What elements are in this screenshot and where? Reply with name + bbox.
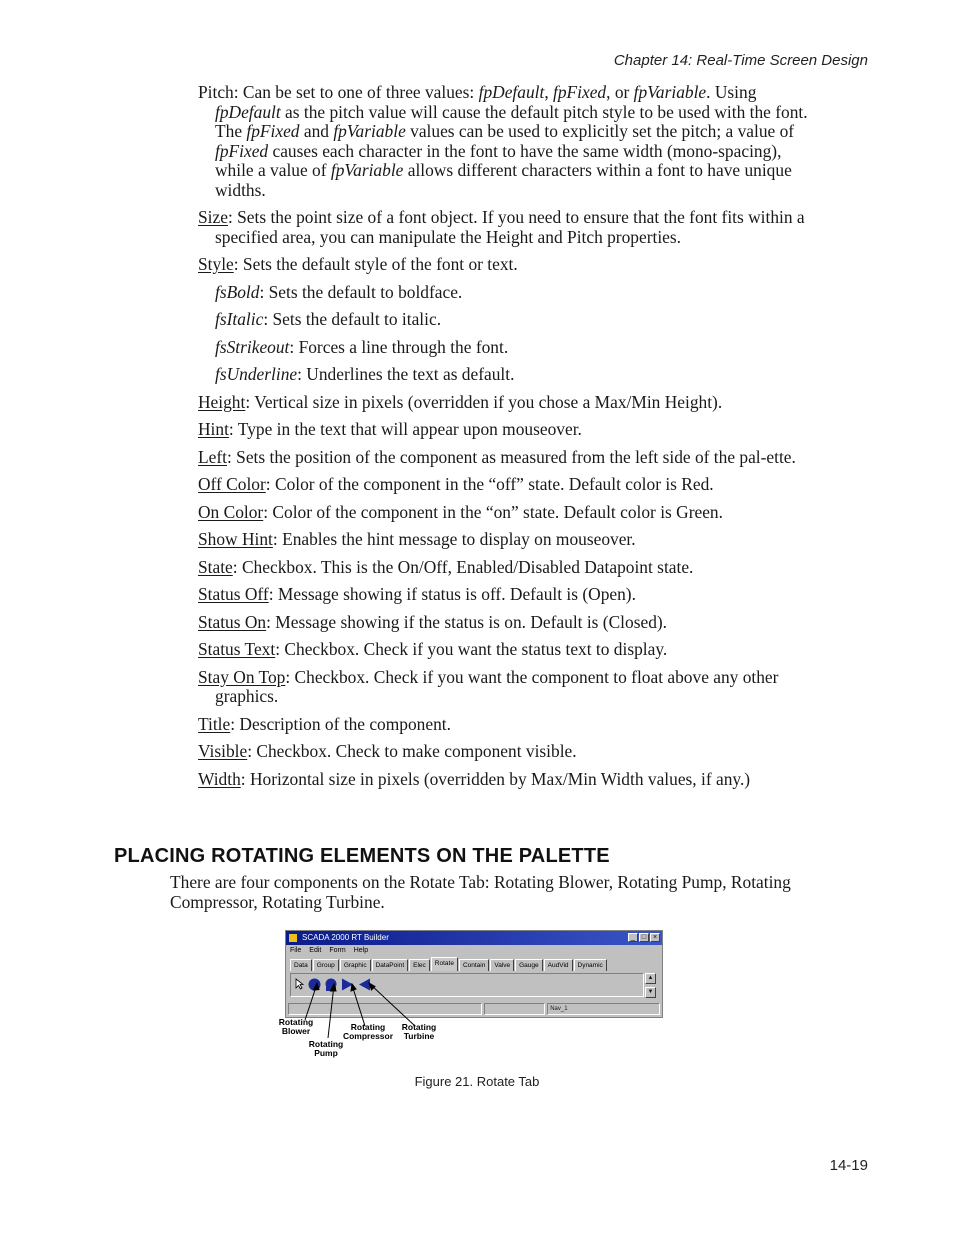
definition-term: Off Color	[198, 474, 266, 494]
definition-text: Pitch: Can be set to one of three values:	[198, 82, 479, 102]
definition-item	[198, 715, 813, 735]
definition-text: : Vertical size in pixels (overridden if you chose a Max/Min Height).	[245, 391, 723, 412]
definition-text: and	[299, 121, 334, 141]
tab-rotate[interactable]: Rotate	[431, 957, 458, 971]
definition-text: : Checkbox. Check if you want the component to float above any other graphics.	[215, 666, 779, 706]
definition-value-name: fpVariable	[633, 82, 707, 102]
definition-text: : Sets the position of the component as measured from the left side of the pal-ette.	[226, 446, 796, 467]
definition-item	[198, 640, 813, 660]
scroll-up-icon[interactable]: ▲	[645, 973, 656, 984]
definition-text: : Message showing if status is off. Default is (Open).	[268, 584, 636, 604]
definition-text: : Type in the text that will appear upon mouseover.	[228, 419, 582, 439]
definition-value-name: fpVariable	[330, 160, 404, 180]
section-title: PLACING ROTATING ELEMENTS ON THE PALETTE	[114, 845, 610, 867]
definition-value-name: fpDefault	[215, 101, 281, 122]
property-definitions	[198, 83, 813, 797]
definition-text: : Sets the point size of a font object. If you need to ensure that the font fits within a specified area, you can manipulate the Height and Pitch properties.	[215, 207, 805, 247]
definition-term: Show Hint	[198, 529, 273, 549]
definition-term: State	[198, 556, 233, 577]
definition-item	[198, 420, 813, 440]
definition-term: Hint	[198, 419, 229, 439]
definition-text: : Checkbox. This is the On/Off, Enabled/Disabled Datapoint state.	[232, 556, 694, 577]
definition-item	[198, 475, 813, 495]
maximize-icon[interactable]: □	[639, 933, 649, 942]
definition-term: Stay On Top	[198, 666, 286, 687]
definition-value-name: fpFixed	[553, 82, 607, 102]
definition-text: as the pitch value will cause the default pitch style to be used with the font. The	[215, 101, 808, 141]
definition-value-name: fsUnderline	[215, 364, 298, 384]
definition-item	[198, 558, 813, 578]
tab-gauge[interactable]: Gauge	[515, 959, 543, 971]
callout-turbine: Rotating Turbine	[401, 1022, 437, 1041]
definition-item	[198, 585, 813, 605]
tab-graphic[interactable]: Graphic	[340, 959, 371, 971]
definition-item	[198, 393, 813, 413]
definition-text: : Checkbox. Check to make component visible.	[247, 741, 577, 761]
definition-term: Status On	[198, 611, 267, 632]
definition-value-name: fsItalic	[215, 309, 264, 329]
menu-item[interactable]: Help	[353, 947, 369, 954]
scroll-down-icon[interactable]: ▼	[645, 987, 656, 998]
definition-item	[198, 338, 813, 358]
definition-term: Height	[198, 391, 246, 412]
definition-value-name: fpFixed	[215, 140, 269, 161]
definition-text: : Enables the hint message to display on mouseover.	[272, 529, 636, 549]
definition-text: : Checkbox. Check if you want the status text to display.	[275, 639, 668, 659]
definition-text: , or	[606, 82, 634, 102]
definition-item	[198, 742, 813, 762]
definition-term: On Color	[198, 501, 264, 522]
definition-term: Status Text	[198, 639, 276, 659]
definition-item	[198, 613, 813, 633]
menu-item[interactable]: Form	[329, 947, 346, 954]
chapter-header: Chapter 14: Real-Time Screen Design	[613, 52, 868, 69]
definition-text: : Color of the component in the “on” state. Default color is Green.	[263, 501, 723, 522]
definition-term: Width	[198, 768, 241, 789]
menu-item[interactable]: File	[290, 947, 302, 954]
callout-blower: Rotating Blower	[278, 1017, 314, 1036]
definition-item	[198, 448, 813, 468]
tab-dynamic[interactable]: Dynamic	[574, 959, 607, 971]
definition-text: values can be used to explicitly set the pitch; a value of	[405, 121, 795, 141]
rotate-tab-figure	[275, 928, 665, 1063]
callout-compressor: Rotating Compressor	[342, 1022, 394, 1041]
definition-item	[198, 530, 813, 550]
definition-item	[198, 668, 813, 707]
definition-text: ,	[544, 82, 554, 102]
definition-value-name: fpFixed	[246, 121, 300, 141]
definition-value-name: fsBold	[215, 281, 260, 302]
tab-contain[interactable]: Contain	[459, 959, 489, 971]
definition-text: causes each character in the font to have the same width (mono-spacing), while a value of	[215, 140, 782, 180]
definition-value-name: fpVariable	[333, 121, 406, 141]
definition-text: : Message showing if the status is on. Default is (Closed).	[266, 611, 668, 632]
tab-audvid[interactable]: AudVid	[544, 959, 573, 971]
definition-text: : Sets the default style of the font or text.	[233, 254, 518, 274]
definition-text: : Sets the default to italic.	[263, 309, 442, 329]
definition-text: : Horizontal size in pixels (overridden by Max/Min Width values, if any.)	[240, 768, 751, 789]
status-pane-3: Nav_1	[547, 1003, 660, 1015]
definition-item	[198, 770, 813, 790]
menu-item[interactable]: Edit	[309, 947, 322, 954]
tab-valve[interactable]: Valve	[490, 959, 514, 971]
definition-item	[198, 83, 813, 200]
definition-text: : Forces a line through the font.	[289, 336, 509, 357]
callout-pump: Rotating Pump	[308, 1039, 344, 1058]
definition-text: : Underlines the text as default.	[297, 364, 515, 384]
definition-term: Status Off	[198, 584, 269, 604]
definition-item	[198, 503, 813, 523]
window-title: SCADA 2000 RT Builder	[302, 933, 389, 942]
definition-item	[198, 310, 813, 330]
tab-group[interactable]: Group	[313, 959, 339, 971]
page-number: 14-19	[829, 1157, 868, 1174]
definition-term: Visible	[198, 741, 248, 761]
definition-text: : Description of the component.	[230, 713, 451, 734]
definition-term: Left	[198, 446, 227, 467]
definition-text: . Using	[706, 82, 757, 102]
definition-item	[198, 208, 813, 247]
definition-text: allows different characters within a font to have unique widths.	[215, 160, 792, 200]
definition-item	[198, 283, 813, 303]
definition-term: Title	[198, 713, 231, 734]
definition-item	[198, 255, 813, 275]
tab-datapoint[interactable]: DataPoint	[372, 959, 409, 971]
tab-elec[interactable]: Elec	[409, 959, 430, 971]
figure-caption: Figure 21. Rotate Tab	[414, 1074, 540, 1089]
definition-term: Size	[198, 207, 228, 227]
definition-text: : Sets the default to boldface.	[259, 281, 463, 302]
definition-item	[198, 365, 813, 385]
definition-value-name: fsStrikeout	[215, 336, 290, 357]
definition-value-name: fpDefault	[478, 82, 545, 102]
definition-term: Style	[198, 254, 234, 274]
definition-text: : Color of the component in the “off” state. Default color is Red.	[265, 474, 714, 494]
section-intro: There are four components on the Rotate Tab: Rotating Blower, Rotating Pump, Rotating Compressor, Rotating Turbine.	[170, 872, 791, 912]
minimize-icon[interactable]: _	[628, 933, 638, 942]
close-icon[interactable]: ×	[650, 933, 660, 942]
tab-data[interactable]: Data	[290, 959, 312, 971]
